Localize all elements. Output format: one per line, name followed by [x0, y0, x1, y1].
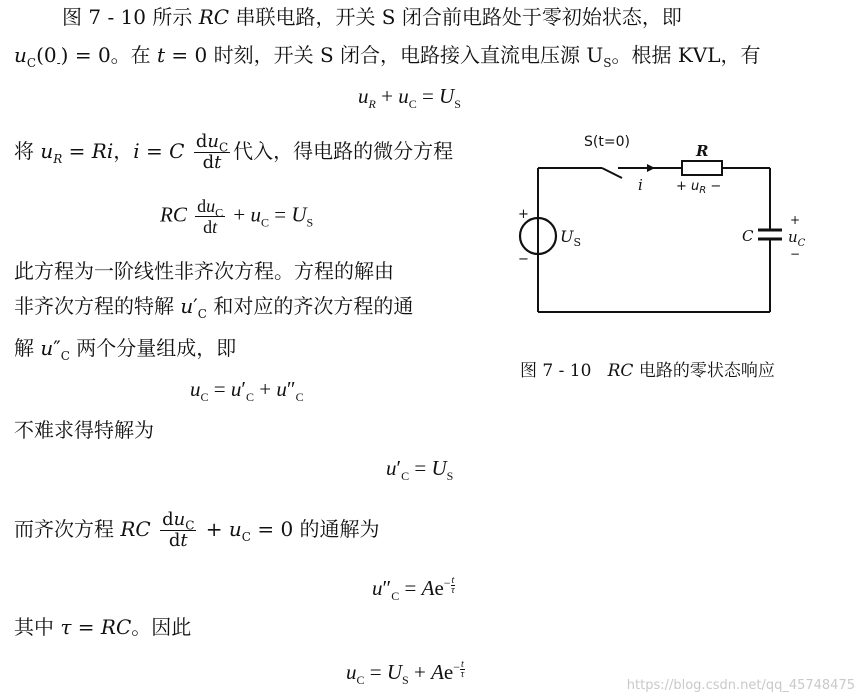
equation-homogeneous: $u''_C = Ae^-$ $\frac{t}{\tau}$ [372, 575, 455, 604]
cap-plus-sign: + [790, 213, 801, 227]
source-label-Us: $U_S$ [560, 227, 582, 249]
equation-differential: RC $\frac{du_C}{dt}$ + $u_C = U_S$ [160, 196, 314, 237]
current-arrow-icon [647, 164, 655, 172]
resistor-label: R [696, 142, 709, 160]
paragraph-2: 将 $u_R = Ri$，i = C $\frac{du_C}{dt}$ 代入，得电路的微分方程 [14, 131, 454, 173]
voltage-drop-label-uR: + $u_R$ − [676, 179, 722, 196]
paragraph-2-prefix: 将 [14, 139, 34, 163]
source-plus-sign: + [518, 207, 529, 222]
resistor [682, 161, 722, 175]
cap-voltage-label: $u_C$ [788, 228, 806, 249]
cap-minus-sign: − [790, 247, 801, 261]
current-label: i [638, 176, 643, 194]
watermark: https://blog.csdn.net/qq_45748475 [626, 678, 855, 693]
paragraph-2-suffix: 代入，得电路的微分方程 [233, 139, 454, 163]
equation-particular: $u'_C = U_S$ [386, 456, 454, 484]
equation-full-solution: $u_C = U_S + Ae^-$ $\frac{t}{\tau}$ [346, 659, 465, 688]
fraction-du-dt: $\frac{du_C}{dt}$ [195, 131, 229, 173]
paragraph-1-line-1: 图 7 - 10 所示 RC 串联电路，开关 S 闭合前电路处于零初始状态，即 [62, 5, 682, 29]
switch-label: S(t=0) [584, 134, 630, 150]
paragraph-5: 而齐次方程 RC $\frac{du_C}{dt}$ + $u_C = 0$ 的通解为 [14, 509, 380, 551]
rc-circuit-diagram [510, 128, 810, 328]
paragraph-4: 不难求得特解为 [14, 418, 154, 442]
paragraph-3-line-3: 解 $u''_C$ 两个分量组成，即 [14, 336, 237, 363]
paragraph-3-line-1: 此方程为一阶线性非齐次方程。方程的解由 [14, 259, 394, 283]
capacitor-label: C [742, 227, 754, 245]
paragraph-6: 其中 τ = RC。因此 [14, 615, 192, 639]
paragraph-3-line-2: 非齐次方程的特解 $u'_C$ 和对应的齐次方程的通 [14, 294, 414, 321]
figure-caption: 图 7 - 10 RC 电路的零状态响应 [520, 361, 775, 381]
switch-blade [602, 168, 622, 178]
paragraph-1-line-2: $u_C(0_-) = 0$。在 t = 0 时刻，开关 S 闭合，电路接入直流电压源 $U_S$。根据 KVL，有 [14, 43, 761, 70]
source-minus-sign: − [518, 252, 529, 267]
equation-solution-sum: $u_C = u'_C + u''_C$ [190, 377, 304, 405]
equation-kvl: $u_R + u_C = U_S$ [358, 84, 461, 112]
